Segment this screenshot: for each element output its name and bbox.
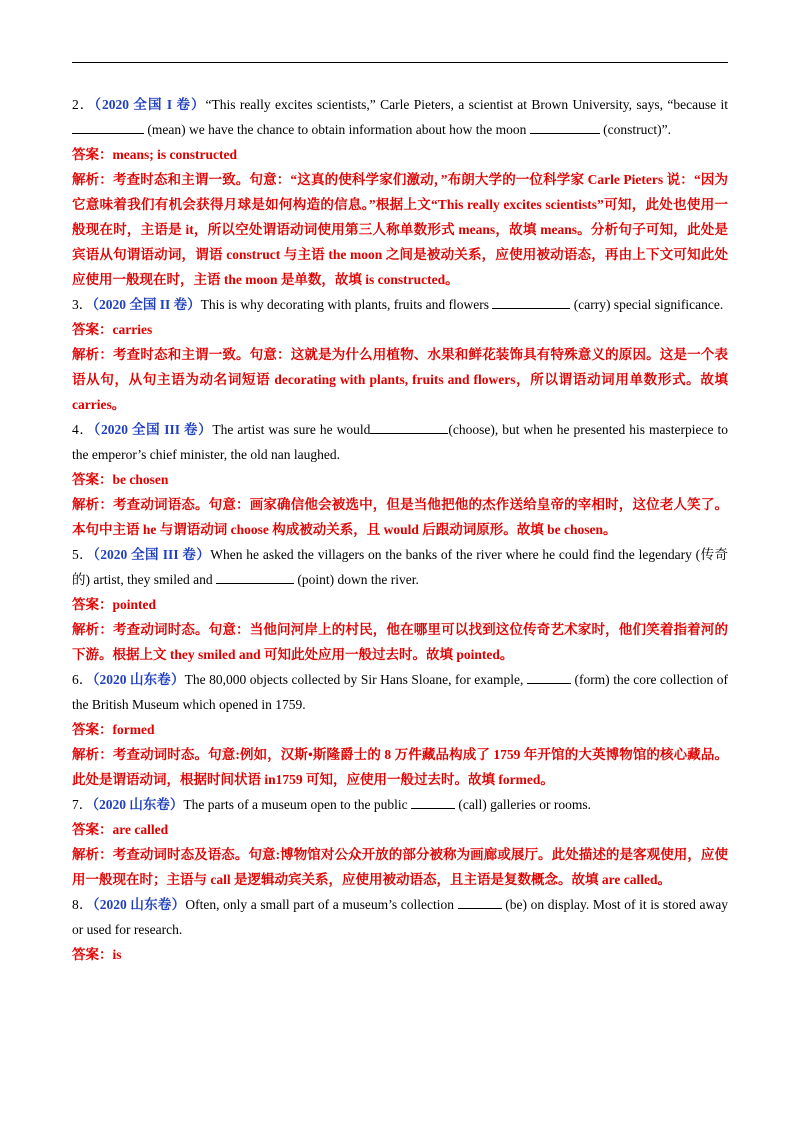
- answer-blank: [72, 119, 144, 134]
- answer-text: pointed: [112, 597, 157, 612]
- question-number: 5．: [72, 547, 94, 562]
- question-source: （2020 全国 III 卷）: [93, 422, 213, 437]
- question-text: (carry) special significance.: [570, 297, 724, 312]
- explanation-text: 考查动词时态。句意:例如，汉斯•斯隆爵士的 8 万件藏品构成了 1759 年开馆的大英博物馆的核心藏品。此处是谓语动词，根据时间状语 in1759 可知，应使用一般过去时。故填 formed。: [72, 747, 728, 787]
- answer-text: be chosen: [112, 472, 169, 487]
- header-rule: [72, 62, 728, 63]
- question-text: (call) galleries or rooms.: [454, 797, 592, 812]
- question-text: (mean) we have the chance to obtain information about how the moon: [144, 122, 530, 137]
- answer-label: 答案：: [72, 322, 113, 337]
- question-number: 2．: [72, 97, 95, 112]
- explanation-label: 解析：: [72, 497, 114, 512]
- question-source: （2020 山东卷）: [92, 672, 185, 687]
- answer-line: [72, 467, 728, 492]
- question-text: (form) the core collection of the British Museum which opened in 1759.: [72, 672, 728, 712]
- explanation-text: 考查时态和主谓一致。句意：“这真的使科学家们激动，”布朗大学的一位科学家 Carle Pieters 说：“因为它意味着我们有机会获得月球是如何构造的信息。”根据上文“This really excites scientists”可知，此处也使用一般现在时，主语是 it，所以空处谓语动词使用第三人称单数形式 means，故填 means。分析句子可知，此处是宾语从句谓语动词，谓语 construct 与主语 the moon 之间是被动关系，应使用被动语态，再由上下文可知此处应使用一般现在时，主语 the moon 是单数，故填 is constructed。: [72, 172, 728, 287]
- answer-line: [72, 142, 728, 167]
- explanation-label: 解析：: [72, 622, 114, 637]
- question-number: 3．: [72, 297, 93, 312]
- question-text: The 80,000 objects collected by Sir Hans Sloane, for example,: [184, 672, 527, 687]
- question-text: (be) on display. Most of it is stored away or used for research.: [72, 897, 729, 937]
- question-source: （2020 全国 II 卷）: [92, 297, 201, 312]
- explanation-paragraph: [72, 167, 728, 292]
- answer-text: means; is constructed: [112, 147, 237, 162]
- explanation-label: 解析：: [72, 747, 113, 762]
- answer-text: are called: [112, 822, 169, 837]
- question-text: Often, only a small part of a museum’s collection: [185, 897, 458, 912]
- question-text: (point) down the river.: [293, 572, 419, 587]
- question-text: The parts of a museum open to the public: [183, 797, 411, 812]
- explanation-text: 考查动词语态。句意：画家确信他会被选中，但是当他把他的杰作送给皇帝的宰相时，这位老人笑了。本句中主语 he 与谓语动词 choose 构成被动关系，且 would 后跟动词原形。故填 be chosen。: [72, 497, 729, 537]
- question-number: 4．: [72, 422, 94, 437]
- explanation-text: 考查时态和主谓一致。句意：这就是为什么用植物、水果和鲜花装饰具有特殊意义的原因。这是一个表语从句，从句主语为动名词短语 decorating with plants, fruits and flowers，所以谓语动词用单数形式。故填 carries。: [72, 347, 729, 412]
- question-text: (construct)”.: [599, 122, 671, 137]
- answer-line: [72, 942, 728, 967]
- explanation-paragraph: [72, 617, 728, 667]
- explanation-label: 解析：: [72, 847, 113, 862]
- question-item: [72, 892, 728, 942]
- question-source: （2020 山东卷）: [92, 797, 184, 812]
- question-text: (choose), but when he presented his masterpiece to the emperor’s chief minister, the old nan laughed.: [72, 422, 729, 462]
- question-item: [72, 92, 728, 142]
- answer-label: 答案：: [72, 947, 113, 962]
- answer-line: [72, 817, 728, 842]
- answer-label: 答案：: [72, 822, 113, 837]
- question-item: [72, 417, 728, 467]
- answer-text: is: [112, 947, 122, 962]
- answer-blank: [370, 419, 448, 434]
- answer-blank: [458, 894, 502, 909]
- question-source: （2020 全国 I 卷）: [94, 97, 206, 112]
- question-source: （2020 山东卷）: [92, 897, 186, 912]
- explanation-paragraph: [72, 742, 728, 792]
- answer-text: formed: [112, 722, 155, 737]
- answer-label: 答案：: [72, 597, 113, 612]
- answer-blank: [527, 669, 571, 684]
- question-item: [72, 792, 728, 817]
- question-source: （2020 全国 III 卷）: [93, 547, 211, 562]
- answer-text: carries: [112, 322, 153, 337]
- explanation-paragraph: [72, 842, 728, 892]
- answer-blank: [216, 569, 294, 584]
- question-text: This is why decorating with plants, fruits and flowers: [200, 297, 493, 312]
- answer-line: [72, 717, 728, 742]
- answer-blank: [411, 794, 455, 809]
- question-text: The artist was sure he would: [212, 422, 371, 437]
- explanation-text: 考查动词时态。句意：当他问河岸上的村民，他在哪里可以找到这位传奇艺术家时，他们笑着指着河的下游。根据上文 they smiled and 可知此处应用一般过去时。故填 pointed。: [72, 622, 729, 662]
- answer-line: [72, 592, 728, 617]
- answer-label: 答案：: [72, 147, 113, 162]
- question-text: When he asked the villagers on the banks of the river where he could find the legendary (传奇的) artist, they smiled and: [72, 547, 729, 587]
- answer-blank: [530, 119, 600, 134]
- question-number: 7．: [72, 797, 93, 812]
- explanation-paragraph: [72, 342, 728, 417]
- answer-blank: [492, 294, 570, 309]
- question-number: 8．: [72, 897, 93, 912]
- explanation-label: 解析：: [72, 347, 114, 362]
- question-item: [72, 542, 728, 592]
- document-body: [72, 92, 728, 967]
- question-item: [72, 667, 728, 717]
- question-text: “This really excites scientists,” Carle Pieters, a scientist at Brown University, says, “because it: [205, 97, 728, 112]
- question-number: 6．: [72, 672, 93, 687]
- question-item: [72, 292, 728, 317]
- answer-label: 答案：: [72, 472, 113, 487]
- explanation-paragraph: [72, 492, 728, 542]
- answer-label: 答案：: [72, 722, 113, 737]
- explanation-label: 解析：: [72, 172, 113, 187]
- explanation-text: 考查动词时态及语态。句意:博物馆对公众开放的部分被称为画廊或展厅。此处描述的是客观使用，应使用一般现在时；主语与 call 是逻辑动宾关系，应使用被动语态，且主语是复数概念。故填 are called。: [72, 847, 728, 887]
- answer-line: [72, 317, 728, 342]
